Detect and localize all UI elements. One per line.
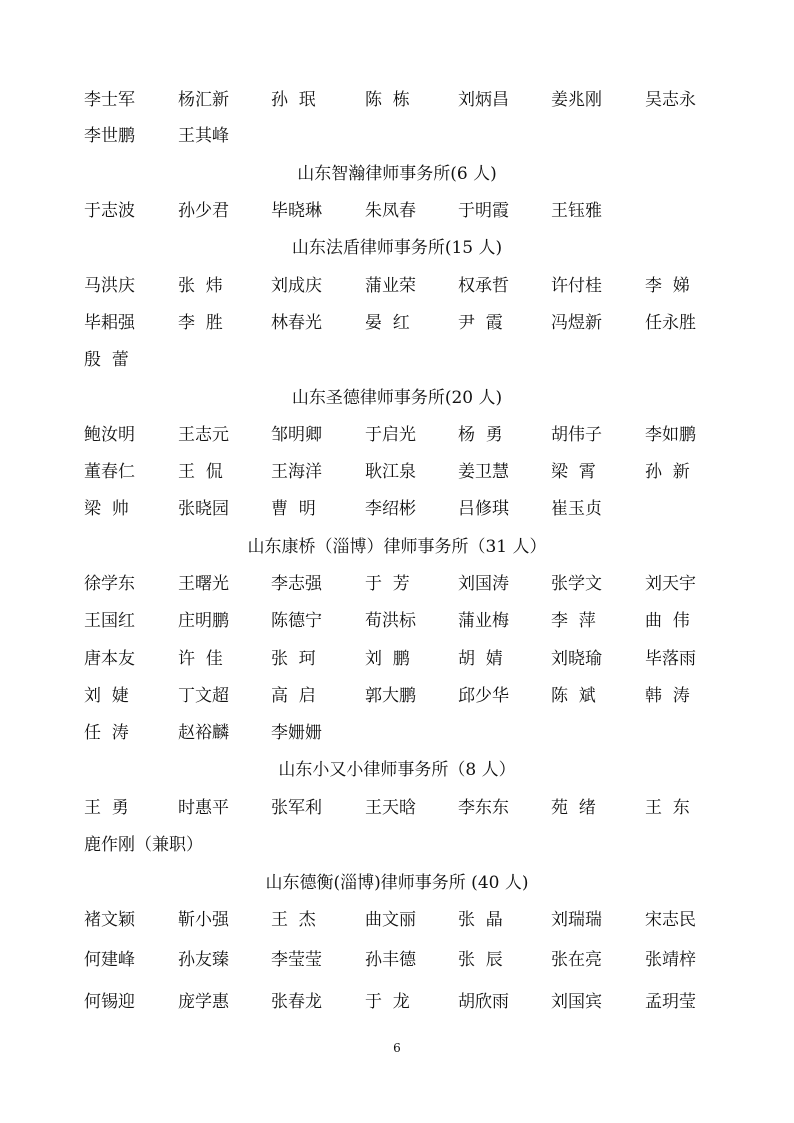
name-row [84, 796, 724, 820]
name-row [84, 684, 724, 708]
name: 王国红 [84, 611, 135, 631]
name-row [84, 647, 724, 671]
name: 王 侃 [178, 462, 223, 482]
name: 张 辰 [458, 950, 503, 970]
firm-heading: 山东小又小律师事务所（8 人） [278, 760, 516, 780]
name: 邱少华 [458, 686, 509, 706]
page-number: 6 [393, 1041, 401, 1055]
name: 张 晶 [458, 910, 503, 930]
name: 胡伟子 [551, 425, 602, 445]
name: 李志强 [271, 574, 322, 594]
name: 何建峰 [84, 950, 135, 970]
name: 郭大鹏 [365, 686, 416, 706]
name: 姜卫慧 [458, 462, 509, 482]
name: 毕耜强 [84, 313, 135, 333]
name: 刘 婕 [84, 686, 129, 706]
name: 李东东 [458, 798, 509, 818]
name: 殷 蕾 [84, 350, 129, 370]
name: 梁 帅 [84, 499, 129, 519]
name: 于 芳 [365, 574, 410, 594]
name: 张 炜 [178, 276, 223, 296]
name: 冯煜新 [551, 313, 602, 333]
name: 庞学惠 [178, 992, 229, 1012]
name-row [84, 572, 724, 596]
name: 孙 珉 [271, 90, 316, 110]
name: 孟玥莹 [645, 992, 696, 1012]
name: 李姗姗 [271, 723, 322, 743]
name: 李士军 [84, 90, 135, 110]
name: 尹 霞 [458, 313, 503, 333]
name-row [84, 721, 724, 745]
firm-heading: 山东法盾律师事务所(15 人) [291, 238, 503, 258]
name: 刘国宾 [551, 992, 602, 1012]
name: 董春仁 [84, 462, 135, 482]
name: 张在亮 [551, 950, 602, 970]
name: 王海洋 [271, 462, 322, 482]
name: 孙丰德 [365, 950, 416, 970]
name: 孙少君 [178, 201, 229, 221]
name: 曲文丽 [365, 910, 416, 930]
name: 李莹莹 [271, 950, 322, 970]
name: 高 启 [271, 686, 316, 706]
firm-heading: 山东圣德律师事务所(20 人) [291, 388, 503, 408]
name-row [84, 124, 724, 148]
name: 任 涛 [84, 723, 129, 743]
firm-heading: 山东康桥（淄博）律师事务所（31 人） [247, 537, 547, 557]
name: 毕晓琳 [271, 201, 322, 221]
name: 蒲业梅 [458, 611, 509, 631]
name-row [84, 609, 724, 633]
name: 李如鹏 [645, 425, 696, 445]
name: 王 勇 [84, 798, 129, 818]
name: 王 杰 [271, 910, 316, 930]
name: 鲍汝明 [84, 425, 135, 445]
name: 杨 勇 [458, 425, 503, 445]
name: 李 娣 [645, 276, 690, 296]
name: 荀洪标 [365, 611, 416, 631]
name: 胡 婧 [458, 649, 503, 669]
name: 李 胜 [178, 313, 223, 333]
name-row [84, 833, 724, 857]
name: 李世鹏 [84, 126, 135, 146]
name: 晏 红 [365, 313, 410, 333]
name: 时惠平 [178, 798, 229, 818]
name: 鹿作刚（兼职） [84, 835, 203, 855]
name: 林春光 [271, 313, 322, 333]
name: 刘国涛 [458, 574, 509, 594]
name: 王其峰 [178, 126, 229, 146]
name: 于明霞 [458, 201, 509, 221]
name: 刘晓瑜 [551, 649, 602, 669]
name: 刘瑞瑞 [551, 910, 602, 930]
name: 曹 明 [271, 499, 316, 519]
name: 吕修琪 [458, 499, 509, 519]
name-row [84, 311, 724, 335]
name-row [84, 908, 724, 932]
name: 蒲业荣 [365, 276, 416, 296]
name: 张军利 [271, 798, 322, 818]
name: 刘成庆 [271, 276, 322, 296]
name: 马洪庆 [84, 276, 135, 296]
name: 胡欣雨 [458, 992, 509, 1012]
name: 孙 新 [645, 462, 690, 482]
name: 王天晗 [365, 798, 416, 818]
name: 张 珂 [271, 649, 316, 669]
name: 陈德宁 [271, 611, 322, 631]
name: 陈 栋 [365, 90, 410, 110]
name: 李 萍 [551, 611, 596, 631]
name: 邹明卿 [271, 425, 322, 445]
name: 权承哲 [458, 276, 509, 296]
name: 任永胜 [645, 313, 696, 333]
name: 朱凤春 [365, 201, 416, 221]
name: 刘炳昌 [458, 90, 509, 110]
name: 褚文颖 [84, 910, 135, 930]
name: 王 东 [645, 798, 690, 818]
name: 吴志永 [645, 90, 696, 110]
name: 于 龙 [365, 992, 410, 1012]
name: 徐学东 [84, 574, 135, 594]
name-row [84, 274, 724, 298]
name: 赵裕麟 [178, 723, 229, 743]
name: 宋志民 [645, 910, 696, 930]
name: 韩 涛 [645, 686, 690, 706]
name: 毕落雨 [645, 649, 696, 669]
name: 于启光 [365, 425, 416, 445]
name: 唐本友 [84, 649, 135, 669]
name: 陈 斌 [551, 686, 596, 706]
name: 杨汇新 [178, 90, 229, 110]
name-row [84, 423, 724, 447]
name: 庄明鹏 [178, 611, 229, 631]
name: 张春龙 [271, 992, 322, 1012]
name-row [84, 497, 724, 521]
name-row [84, 948, 724, 972]
name-row [84, 460, 724, 484]
name: 王志元 [178, 425, 229, 445]
name: 苑 绪 [551, 798, 596, 818]
name: 刘 鹏 [365, 649, 410, 669]
name: 崔玉贞 [551, 499, 602, 519]
name: 张学文 [551, 574, 602, 594]
name: 王钰雅 [551, 201, 602, 221]
firm-heading: 山东德衡(淄博)律师事务所 (40 人) [265, 873, 529, 893]
name: 张晓园 [178, 499, 229, 519]
name-row [84, 199, 724, 223]
name: 姜兆刚 [551, 90, 602, 110]
name-row [84, 990, 724, 1014]
name-row [84, 348, 724, 372]
name: 曲 伟 [645, 611, 690, 631]
name: 王曙光 [178, 574, 229, 594]
name: 梁 霄 [551, 462, 596, 482]
name-row [84, 88, 724, 112]
name: 靳小强 [178, 910, 229, 930]
name: 许 佳 [178, 649, 223, 669]
name: 许付桂 [551, 276, 602, 296]
name: 耿江泉 [365, 462, 416, 482]
firm-heading: 山东智瀚律师事务所(6 人) [297, 164, 497, 184]
name: 刘天宇 [645, 574, 696, 594]
name: 何锡迎 [84, 992, 135, 1012]
name: 于志波 [84, 201, 135, 221]
name: 丁文超 [178, 686, 229, 706]
name: 张靖梓 [645, 950, 696, 970]
name: 李绍彬 [365, 499, 416, 519]
name: 孙友臻 [178, 950, 229, 970]
